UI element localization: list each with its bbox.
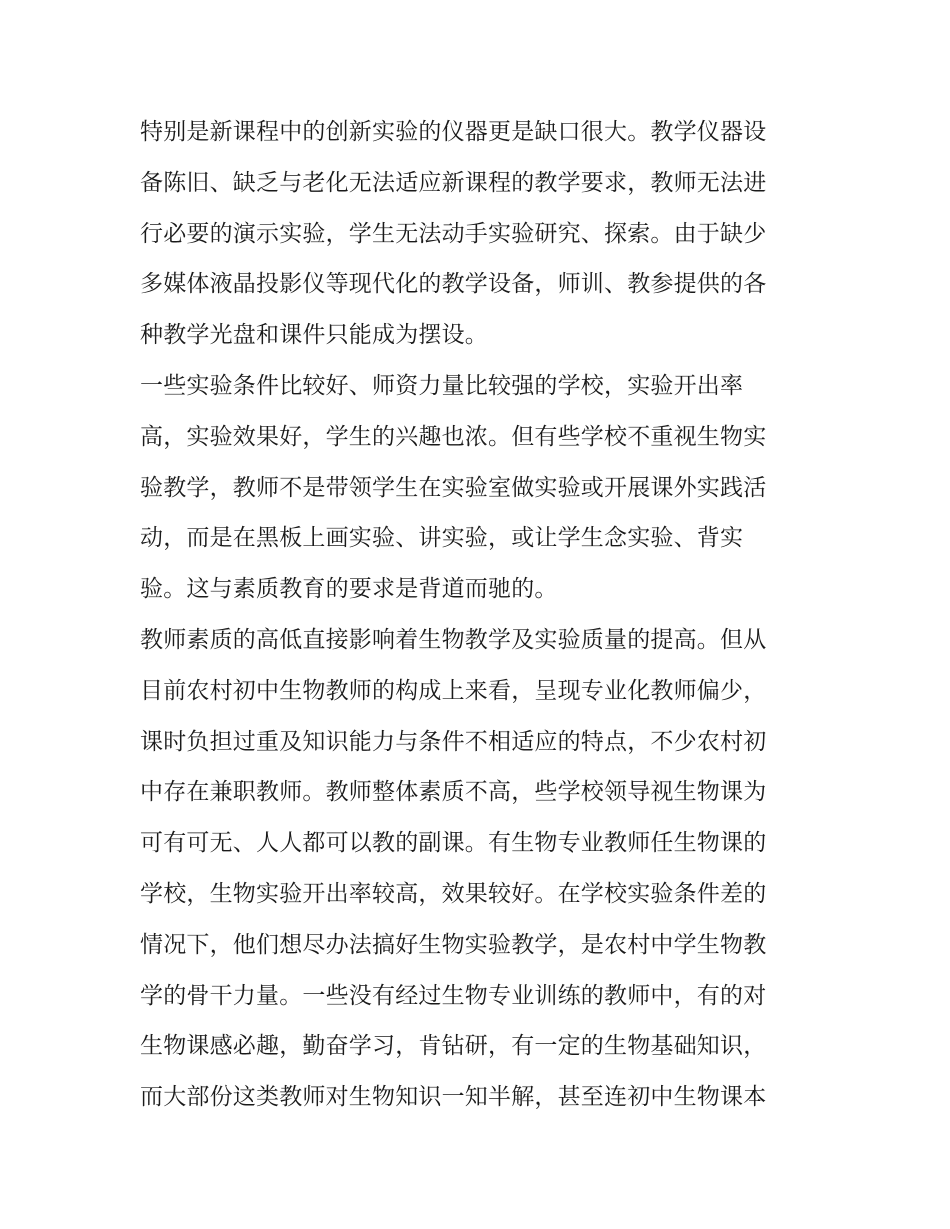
text-line: 特别是新课程中的创新实验的仪器更是缺口很大。教学仪器设 [140,119,767,145]
text-line: 目前农村初中生物教师的构成上来看，呈现专业化教师偏少， [140,677,767,704]
text-line: 种教学光盘和课件只能成为摆设。 [140,322,488,349]
text-line: 高，实验效果好，学生的兴趣也浓。但有些学校不重视生物实 [140,423,767,450]
text-line: 情况下，他们想尽办法搞好生物实验教学，是农村中学生物教 [140,931,767,958]
text-line: 验。这与素质教育的要求是背道而驰的。 [140,576,558,603]
text-line: 课时负担过重及知识能力与条件不相适应的特点，不少农村初 [140,728,767,755]
body-text [140,107,830,1123]
text-line: 备陈旧、缺乏与老化无法适应新课程的教学要求，教师无法进 [140,169,767,196]
text-line: 一些实验条件比较好、师资力量比较强的学校，实验开出率 [140,372,744,399]
text-line: 教师素质的高低直接影响着生物教学及实验质量的提高。但从 [140,626,767,653]
text-line: 行必要的演示实验，学生无法动手实验研究、探索。由于缺少 [140,220,767,247]
text-line: 学的骨干力量。一些没有经过生物专业训练的教师中，有的对 [140,982,767,1009]
text-line: 学校，生物实验开出率较高，效果较好。在学校实验条件差的 [140,880,767,907]
text-line: 动，而是在黑板上画实验、讲实验，或让学生念实验、背实 [140,525,744,552]
text-line: 验教学，教师不是带领学生在实验室做实验或开展课外实践活 [140,474,767,501]
text-line: 生物课感必趣，勤奋学习，肯钻研，有一定的生物基础知识， [140,1033,767,1060]
text-line: 而大部份这类教师对生物知识一知半解，甚至连初中生物课本 [140,1084,767,1111]
text-line: 可有可无、人人都可以教的副课。有生物专业教师任生物课的 [140,830,767,857]
text-line: 多媒体液晶投影仪等现代化的教学设备，师训、教参提供的各 [140,271,767,298]
text-line: 中存在兼职教师。教师整体素质不高，些学校领导视生物课为 [140,779,767,806]
